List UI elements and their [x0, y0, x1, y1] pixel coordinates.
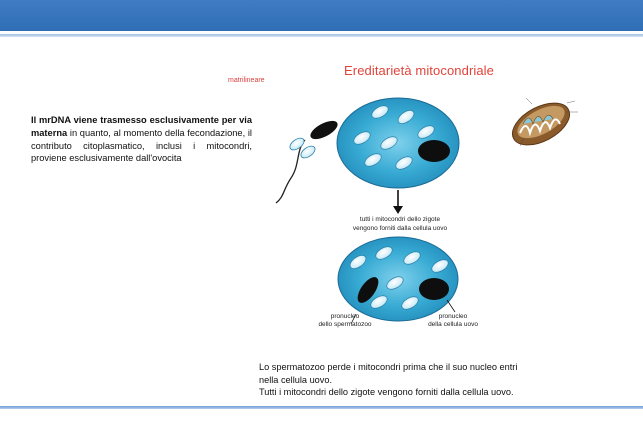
label-left-line-2: dello spermatozoo — [318, 321, 372, 328]
side-label: matrilineare — [228, 77, 265, 84]
label-right-line-1: pronucleo — [438, 313, 468, 320]
down-arrow-head — [393, 206, 403, 214]
note-line-2: nella cellula uovo. — [259, 374, 333, 385]
label-right-line-2: della cellula uovo — [428, 321, 478, 328]
footer-divider — [0, 406, 643, 409]
slide-title: Ereditarietà mitocondriale — [344, 63, 495, 78]
sperm-head — [308, 117, 341, 143]
sperm-tail — [276, 140, 305, 203]
egg-pronucleus-label — [413, 313, 493, 329]
note-line-3: Tutti i mitocondri dello zigote vengono forniti dalla cellula uovo. — [259, 387, 514, 398]
bottom-note — [259, 361, 589, 399]
description-rest: in quanto, al momento della fecondazione, il contributo citoplasmatico, inclusi i mitocondri, proviene esclusivamente dall'ovocita — [31, 127, 252, 164]
diagram-caption — [330, 216, 470, 233]
egg-pronucleus — [419, 278, 449, 300]
mitochondrion-illustration — [506, 94, 578, 153]
egg-nucleus — [418, 140, 450, 162]
caption-line-1: tutti i mitocondri dello zigote — [359, 216, 441, 223]
label-left-line-1: pronucleo — [330, 313, 360, 320]
description-bold: Il mrDNA viene trasmesso esclusivamente per via materna — [31, 115, 252, 138]
note-line-1: Lo spermatozoo perde i mitocondri prima che il suo nucleo entri — [259, 362, 518, 372]
label-pointer-right — [447, 300, 455, 312]
sperm-pronucleus-label — [305, 313, 385, 329]
caption-line-2: vengono forniti dalla cellula uovo — [352, 224, 448, 232]
